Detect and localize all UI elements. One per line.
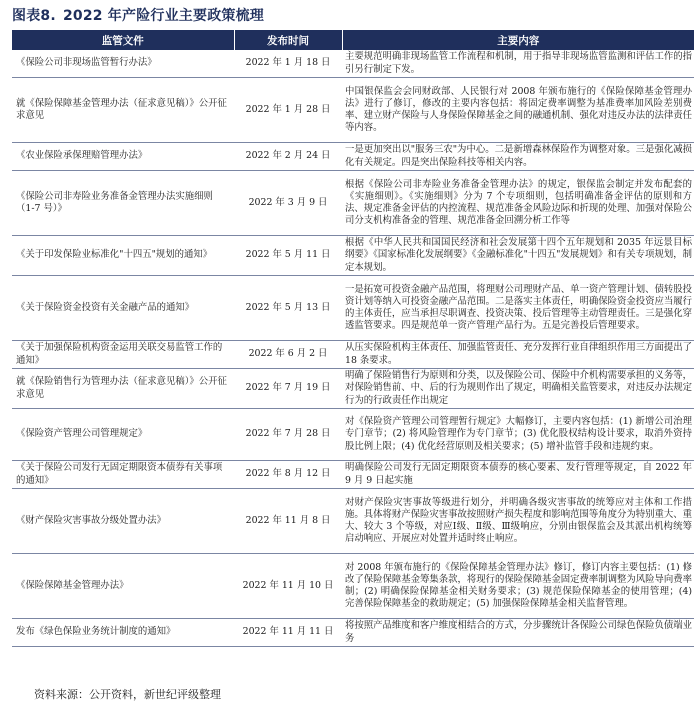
row-doc: 就《保险销售行为管理办法（征求意见稿）》公开征求意见 — [12, 369, 234, 409]
row-content: 将按照产品维度和客户维度相结合的方式，分步骤统计各保险公司绿色保险负债端业务 — [342, 619, 694, 647]
row-content: 明确了保险销售行为原则和分类，以及保险公司、保险中介机构需要承担的义务等，对保险销售前、中、后的行为规则作出了规定，明确相关监管要求，对违反办法规定行为的行政责任作出规定 — [342, 369, 694, 409]
row-content: 根据《中华人民共和国国民经济和社会发展第十四个五年规划和 2035 年远景目标纲要》《国家标准化发展纲要》《金融标准化"十四五"发展规划》和有关专项规划，制定本规划。 — [342, 236, 694, 276]
row-doc: 《关于保险资金投资有关金融产品的通知》 — [12, 276, 234, 341]
policy-table — [12, 30, 694, 647]
row-doc: 《保险资产管理公司管理规定》 — [12, 409, 234, 461]
table-row — [12, 409, 694, 461]
table-row — [12, 369, 694, 409]
row-doc: 就《保险保障基金管理办法（征求意见稿）》公开征求意见 — [12, 78, 234, 143]
row-date: 2022 年 3 月 9 日 — [234, 171, 342, 236]
row-doc: 《保险保障基金管理办法》 — [12, 554, 234, 619]
table-row — [12, 236, 694, 276]
row-doc: 《保险公司非寿险业务准备金管理办法实施细则（1-7 号）》 — [12, 171, 234, 236]
row-date: 2022 年 8 月 12 日 — [234, 461, 342, 489]
row-content: 中国银保监会会同财政部、人民银行对 2008 年颁布施行的《保险保障基金管理办法》进行了修订，修改的主要内容包括：将固定费率调整为基准费率加风险差别费率、建立财产保险与人身保险保障基金之间的融通机制、强化对违反办法的法律责任等内容。 — [342, 78, 694, 143]
row-date: 2022 年 6 月 2 日 — [234, 341, 342, 369]
row-date: 2022 年 11 月 11 日 — [234, 619, 342, 647]
table-row — [12, 489, 694, 554]
table-header-row — [12, 30, 694, 50]
table-row — [12, 461, 694, 489]
table-row — [12, 341, 694, 369]
row-content: 明确保险公司发行无固定期限资本债券的核心要素、发行管理等规定，自 2022 年 9 月 9 日起实施 — [342, 461, 694, 489]
table-row — [12, 78, 694, 143]
figure-title — [12, 5, 264, 27]
row-doc: 《农业保险承保理赔管理办法》 — [12, 143, 234, 171]
figure-label: 图表8. — [12, 8, 56, 24]
row-date: 2022 年 1 月 18 日 — [234, 50, 342, 78]
row-date: 2022 年 1 月 28 日 — [234, 78, 342, 143]
table-row — [12, 276, 694, 341]
header-doc: 监管文件 — [12, 30, 234, 50]
row-content: 根据《保险公司非寿险业务准备金管理办法》的规定，银保监会制定并发布配套的《实施细则》。《实施细则》分为 7 个专项细则，包括明确准备金评估的原则和方法、规定准备金评估的内控流程、规范准备金风险边际和折现的处理、加强对保险公司分支机构准备金的管理、规范准备金回溯分析工作等 — [342, 171, 694, 236]
table-row — [12, 50, 694, 78]
table-row — [12, 619, 694, 647]
row-content: 一是更加突出以"服务三农"为中心。二是新增森林保险作为调整对象。三是强化减损化有关规定。四是突出保险科技等相关内容。 — [342, 143, 694, 171]
row-doc: 《关于印发保险业标准化"十四五"规划的通知》 — [12, 236, 234, 276]
row-date: 2022 年 5 月 13 日 — [234, 276, 342, 341]
row-doc: 《保险公司非现场监管暂行办法》 — [12, 50, 234, 78]
row-content: 主要规范明确非现场监管工作流程和机制，用于指导非现场监管监测和评估工作的指引另行制定下发。 — [342, 50, 694, 78]
row-date: 2022 年 5 月 11 日 — [234, 236, 342, 276]
row-content: 从压实保险机构主体责任、加强监管责任、充分发挥行业自律组织作用三方面提出了 18 条要求。 — [342, 341, 694, 369]
header-date: 发布时间 — [234, 30, 342, 50]
row-content: 对财产保险灾害事故等级进行划分，并明确各级灾害事故的统筹应对主体和工作措施。具体将财产保险灾害事故按照财产损失程度和影响范围等角度分为特别重大、重大、较大 3 个等级，对应Ⅰ级、Ⅱ级、Ⅲ级响应，分别由银保监会及其派出机构统筹启动响应、开展应对处置并适时终止响应。 — [342, 489, 694, 554]
row-content: 一是拓宽可投资金融产品范围，将理财公司理财产品、单一资产管理计划、债转股投资计划等纳入可投资金融产品范围。二是落实主体责任，明确保险资金投资应当履行的主体责任，应当承担尽职调查、投资决策、投后管理等主动管理责任。三是强化穿透监管要求。四是规范单一资产管理产品行为。五是完善投后管理要求。 — [342, 276, 694, 341]
row-date: 2022 年 7 月 28 日 — [234, 409, 342, 461]
table-row — [12, 171, 694, 236]
row-date: 2022 年 7 月 19 日 — [234, 369, 342, 409]
row-doc: 《财产保险灾害事故分级处置办法》 — [12, 489, 234, 554]
row-date: 2022 年 2 月 24 日 — [234, 143, 342, 171]
row-doc: 《关于保险公司发行无固定期限资本债券有关事项的通知》 — [12, 461, 234, 489]
figure-title-text: 2022 年产险行业主要政策梳理 — [62, 8, 264, 24]
table-row — [12, 554, 694, 619]
row-doc: 《关于加强保险机构资金运用关联交易监管工作的通知》 — [12, 341, 234, 369]
row-doc: 发布《绿色保险业务统计制度的通知》 — [12, 619, 234, 647]
row-date: 2022 年 11 月 10 日 — [234, 554, 342, 619]
table-row — [12, 143, 694, 171]
row-date: 2022 年 11 月 8 日 — [234, 489, 342, 554]
source-note: 资料来源：公开资料，新世纪评级整理 — [34, 688, 221, 701]
header-content: 主要内容 — [342, 30, 694, 50]
row-content: 对 2008 年颁布施行的《保险保障基金管理办法》修订，修订内容主要包括：(1) 修改了保险保障基金筹集条款，将现行的保险保障基金固定费率制调整为风险导向费率制；(2) 明确保险保障基金相关财务要求；(3) 规范保险保障基金的使用管理；(4) 完善保险保障基金的救助规定；(5) 加强保险保障基金相关监督管理。 — [342, 554, 694, 619]
row-content: 对《保险资产管理公司管理暂行规定》大幅修订，主要内容包括：(1) 新增公司治理专门章节；(2) 将风险管理作为专门章节；(3) 优化股权结构设计要求，取消外资持股比例上限；(4) 优化经营原则及相关要求；(5) 增补监管手段和违规约束。 — [342, 409, 694, 461]
